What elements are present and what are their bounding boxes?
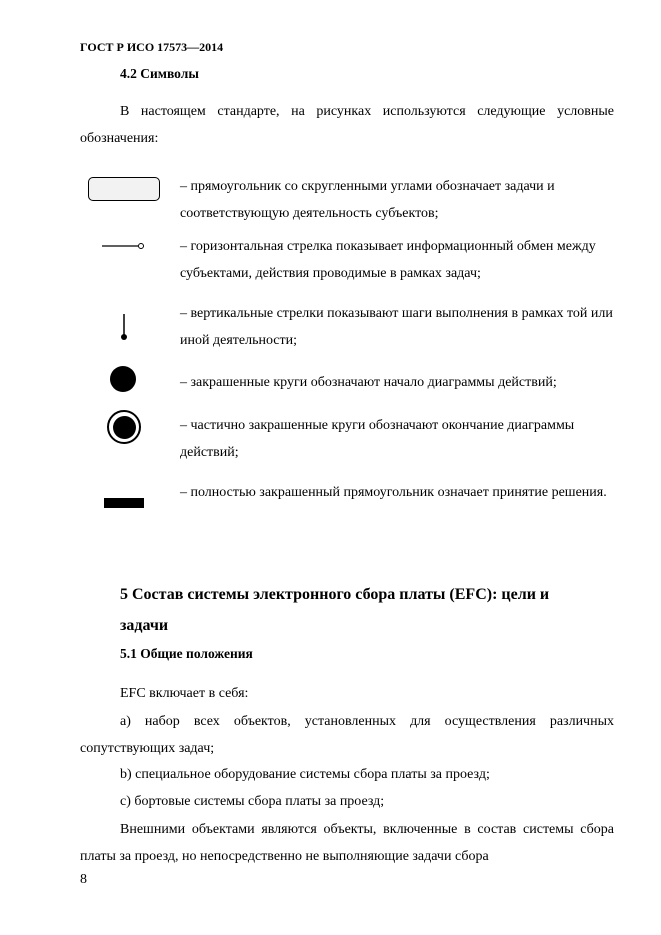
partially-filled-circle-icon	[107, 410, 141, 444]
document-header: ГОСТ Р ИСО 17573—2014	[80, 40, 224, 54]
filled-circle-icon	[110, 366, 136, 392]
symbol-text-horizontal-arrow: – горизонтальная стрелка показывает информационный обмен между субъектами, действия проводимые в рамках задач;	[180, 239, 596, 281]
symbols-intro: В настоящем стандарте, на рисунках используются следующие условные обозначения:	[80, 104, 614, 146]
rounded-rectangle-icon	[88, 177, 160, 201]
symbol-text-partial-circle: – частично закрашенные круги обозначают окончание диаграммы действий;	[180, 418, 575, 460]
horizontal-arrow-icon	[100, 240, 146, 252]
section-4-2-title: 4.2 Символы	[120, 66, 199, 81]
symbol-text-vertical-arrow: – вертикальные стрелки показывают шаги выполнения в рамках той или иной деятельности;	[180, 306, 613, 348]
list-item-a: а) набор всех объектов, установленных для осуществления различных сопутствующих задач;	[80, 714, 614, 756]
vertical-arrow-icon	[118, 312, 130, 342]
section-5-title: 5 Состав системы электронного сбора платы (EFC): цели и задачи	[120, 586, 550, 634]
symbol-text-filled-circle: – закрашенные круги обозначают начало диаграммы действий;	[180, 375, 557, 390]
filled-rectangle-icon	[104, 498, 144, 508]
external-objects-paragraph: Внешними объектами являются объекты, включенные в состав системы сбора платы за проезд, но непосредственно не выполняющие задачи сбора	[80, 822, 614, 864]
symbol-text-rounded-rectangle: – прямоугольник со скругленными углами обозначает задачи и соответствующую деятельность субъектов;	[180, 179, 555, 221]
symbol-text-filled-rectangle: – полностью закрашенный прямоугольник означает принятие решения.	[180, 485, 607, 500]
list-item-c: c) бортовые системы сбора платы за проезд;	[120, 794, 385, 809]
section-5-1-title: 5.1 Общие положения	[120, 646, 253, 661]
list-item-b: b) специальное оборудование системы сбора платы за проезд;	[120, 767, 490, 782]
page-number: 8	[80, 872, 87, 887]
efc-includes: EFC включает в себя:	[120, 686, 249, 701]
